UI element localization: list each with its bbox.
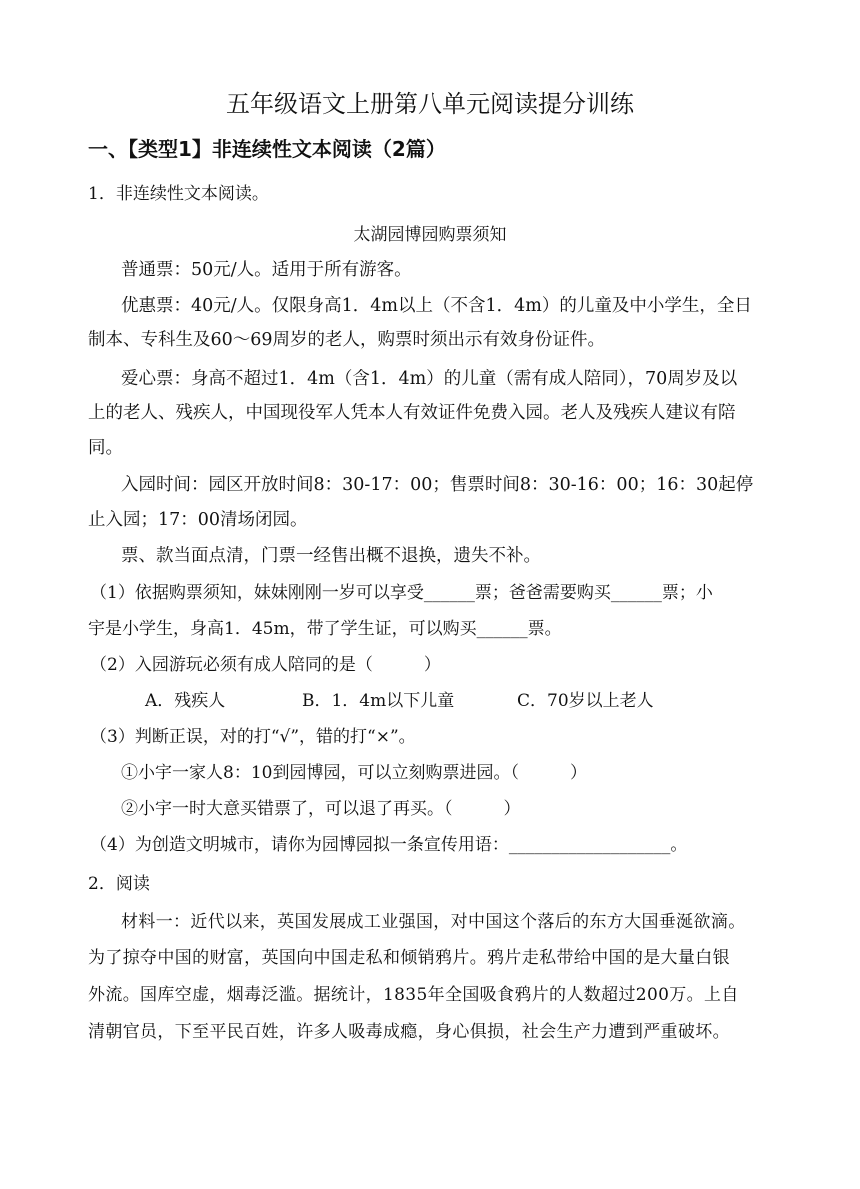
notice-ticket-rules: 票、款当面点清，门票一经售出概不退换，遗失不补。	[121, 546, 541, 566]
notice-love-line-1: 爱心票：身高不超过1．4m（含1．4m）的儿童（需有成人陪同），70周岁及以	[121, 369, 738, 389]
option-a: A．残疾人	[145, 691, 226, 711]
notice-love-line-3: 同。	[88, 438, 123, 458]
sub-question-4: （4）为创造文明城市，请你为园博园拟一条宣传用语：___________________。	[90, 835, 688, 855]
question-2-heading: 2．阅读	[88, 874, 150, 894]
section-heading: 一、【类型1】非连续性文本阅读（2篇）	[88, 137, 446, 161]
notice-time-line-1: 入园时间：园区开放时间8：30-17：00；售票时间8：30-16：00；16：30起停	[121, 475, 754, 495]
notice-title: 太湖园博园购票须知	[353, 225, 507, 245]
sub-question-1-line-1: （1）依据购票须知，妹妹刚刚一岁可以享受______票；爸爸需要购买______票；小	[90, 583, 713, 603]
material-1-line-2: 为了掠夺中国的财富，英国向中国走私和倾销鸦片。鸦片走私带给中国的是大量白银	[88, 948, 730, 968]
material-1-line-3: 外流。国库空虚，烟毒泛滥。据统计，1835年全国吸食鸦片的人数超过200万。上自	[88, 985, 739, 1005]
sub-question-3-item-1: ①小宇一家人8：10到园博园，可以立刻购票进园。（ ）	[121, 763, 587, 783]
notice-discount-line-2: 制本、专科生及60～69周岁的老人，购票时须出示有效身份证件。	[88, 330, 606, 350]
notice-discount-line-1: 优惠票：40元/人。仅限身高1．4m以上（不含1．4m）的儿童及中小学生，全日	[121, 296, 752, 316]
sub-question-1-line-2: 宇是小学生，身高1．45m，带了学生证，可以购买______票。	[88, 619, 562, 639]
question-1-heading: 1．非连续性文本阅读。	[88, 184, 269, 204]
notice-love-line-2: 上的老人、残疾人，中国现役军人凭本人有效证件免费入园。老人及残疾人建议有陪	[88, 403, 736, 423]
sub-question-3-item-2: ②小宇一时大意买错票了，可以退了再买。（ ）	[121, 799, 521, 819]
sub-question-2: （2）入园游玩必须有成人陪同的是（ ）	[90, 655, 441, 675]
sub-question-3: （3）判断正误，对的打“√”，错的打“×”。	[90, 727, 416, 747]
material-1-line-1: 材料一：近代以来，英国发展成工业强国，对中国这个落后的东方大国垂涎欲滴。	[121, 912, 746, 932]
notice-time-line-2: 止入园；17：00清场闭园。	[88, 510, 308, 530]
option-c: C．70岁以上老人	[517, 691, 654, 711]
option-b: B．1．4m以下儿童	[302, 691, 455, 711]
notice-regular-ticket: 普通票：50元/人。适用于所有游客。	[121, 260, 412, 280]
material-1-line-4: 清朝官员，下至平民百姓，许多人吸毒成瘾，身心俱损，社会生产力遭到严重破坏。	[88, 1022, 730, 1042]
page-title: 五年级语文上册第八单元阅读提分训练	[226, 90, 634, 118]
